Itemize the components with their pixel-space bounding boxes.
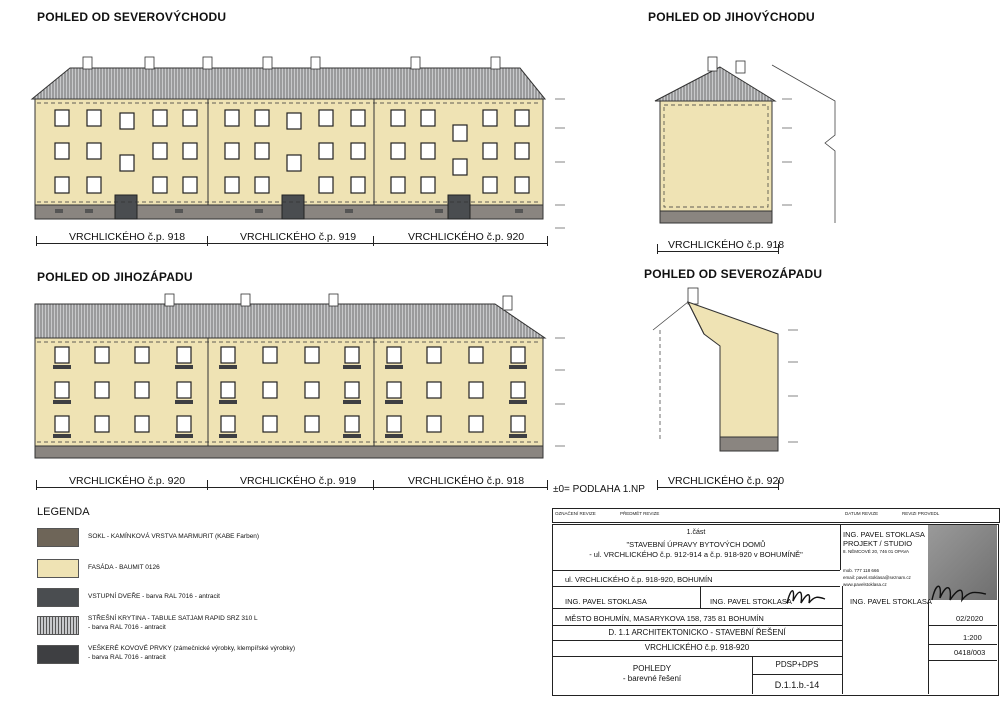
- checked-value: ING. PAVEL STOKLASA: [850, 597, 932, 606]
- legend-swatch-facade: [37, 559, 79, 578]
- legend-title: LEGENDA: [37, 506, 90, 518]
- dim-label: VRCHLICKÉHO č.p. 920: [408, 231, 525, 243]
- revision-col-label: REVIZI PROVEDL: [902, 511, 940, 516]
- object-value: VRCHLICKÉHO č.p. 918-920: [644, 643, 750, 652]
- contact-web: www.pavelstoklasa.cz: [843, 582, 887, 587]
- legend-text: STŘEŠNÍ KRYTINA - TABULE SATJAM RAPID SRZ 310 L - barva RAL 7016 - antracit: [88, 615, 258, 631]
- location-value: ul. VRCHLICKÉHO č.p. 918-920, BOHUMÍN: [565, 575, 713, 584]
- legend-swatch-sokl: [37, 528, 79, 547]
- legend-text: VSTUPNÍ DVEŘE - barva RAL 7016 - antracit: [88, 593, 220, 600]
- investor-value: MĚSTO BOHUMÍN, MASARYKOVA 158, 735 81 BOHUMÍN: [565, 614, 764, 623]
- dim-label: VRCHLICKÉHO č.p. 919: [240, 231, 357, 243]
- revision-col-label: PŘEDMĚT REVIZE: [620, 511, 660, 516]
- studio-address: 8. NĚMCOVÉ 20, 746 01 OPAVA: [843, 549, 910, 554]
- author-value: ING. PAVEL STOKLASA: [710, 597, 792, 606]
- order-number-value: 0418/003: [954, 648, 986, 657]
- dim-label: VRCHLICKÉHO č.p. 920: [69, 475, 186, 487]
- elevation-northwest: [648, 282, 848, 472]
- dim-label-se: VRCHLICKÉHO č.p. 918: [668, 239, 785, 251]
- view-title-northwest: POHLED OD SEVEROZÁPADU: [644, 267, 823, 281]
- view-title-northeast: POHLED OD SEVEROVÝCHODU: [37, 10, 227, 24]
- contact-phone: mob. 777 118 666: [843, 568, 879, 573]
- part-value: D. 1.1 ARCHITEKTONICKO - STAVEBNÍ ŘEŠENÍ: [608, 628, 786, 637]
- legend-swatch-doors: [37, 588, 79, 607]
- view-title-southeast: POHLED OD JIHOVÝCHODU: [648, 10, 815, 24]
- elevation-southeast: [650, 55, 850, 255]
- drawing-title: POHLEDY - barevné řešení: [622, 664, 682, 683]
- project-title: "STAVEBNÍ ÚPRAVY BYTOVÝCH DOMŮ - ul. VRCHLICKÉHO č.p. 912-914 a č.p. 918-920 v BOHUMÍNĚ": [589, 540, 803, 559]
- dim-label-nw: VRCHLICKÉHO č.p. 920: [668, 475, 785, 487]
- drawing-number: D.1.1.b.-14: [774, 680, 820, 690]
- revision-col-label: OZNAČENÍ REVIZE: [555, 511, 596, 516]
- project-stage: 1.část: [686, 529, 706, 536]
- legend-text: SOKL - KAMÍNKOVÁ VRSTVA MARMURIT (KABE Farben): [88, 533, 260, 540]
- date-value: 02/2020: [956, 614, 984, 623]
- studio-subtitle: PROJEKT / STUDIO: [843, 539, 913, 548]
- legend-swatch-roof: [37, 616, 79, 635]
- dim-label: VRCHLICKÉHO č.p. 918: [408, 475, 525, 487]
- elevation-southwest: [25, 290, 565, 470]
- legend-text: FASÁDA - BAUMIT 0126: [88, 564, 160, 571]
- degree-value: PDSP+DPS: [775, 660, 819, 669]
- dim-label: VRCHLICKÉHO č.p. 918: [69, 231, 186, 243]
- revision-col-label: DATUM REVIZE: [845, 511, 879, 516]
- lead-designer-value: ING. PAVEL STOKLASA: [565, 597, 647, 606]
- scale-value: 1:200: [963, 633, 982, 642]
- floor-level-label: ±0= PODLAHA 1.NP: [553, 484, 645, 495]
- view-title-southwest: POHLED OD JIHOZÁPADU: [37, 270, 193, 284]
- contact-email: email: pavel.stoklasa@seznam.cz: [843, 575, 911, 580]
- dim-label: VRCHLICKÉHO č.p. 919: [240, 475, 357, 487]
- signature-checked: [930, 580, 990, 608]
- signature-author: [785, 585, 830, 610]
- elevation-northeast: [25, 55, 565, 245]
- legend-swatch-metal: [37, 645, 79, 664]
- legend-text: VEŠKERÉ KOVOVÉ PRVKY (zámečnické výrobky, klempířské výrobky) - barva RAL 7016 - antracit: [88, 645, 295, 661]
- studio-name: ING. PAVEL STOKLASA: [843, 530, 925, 539]
